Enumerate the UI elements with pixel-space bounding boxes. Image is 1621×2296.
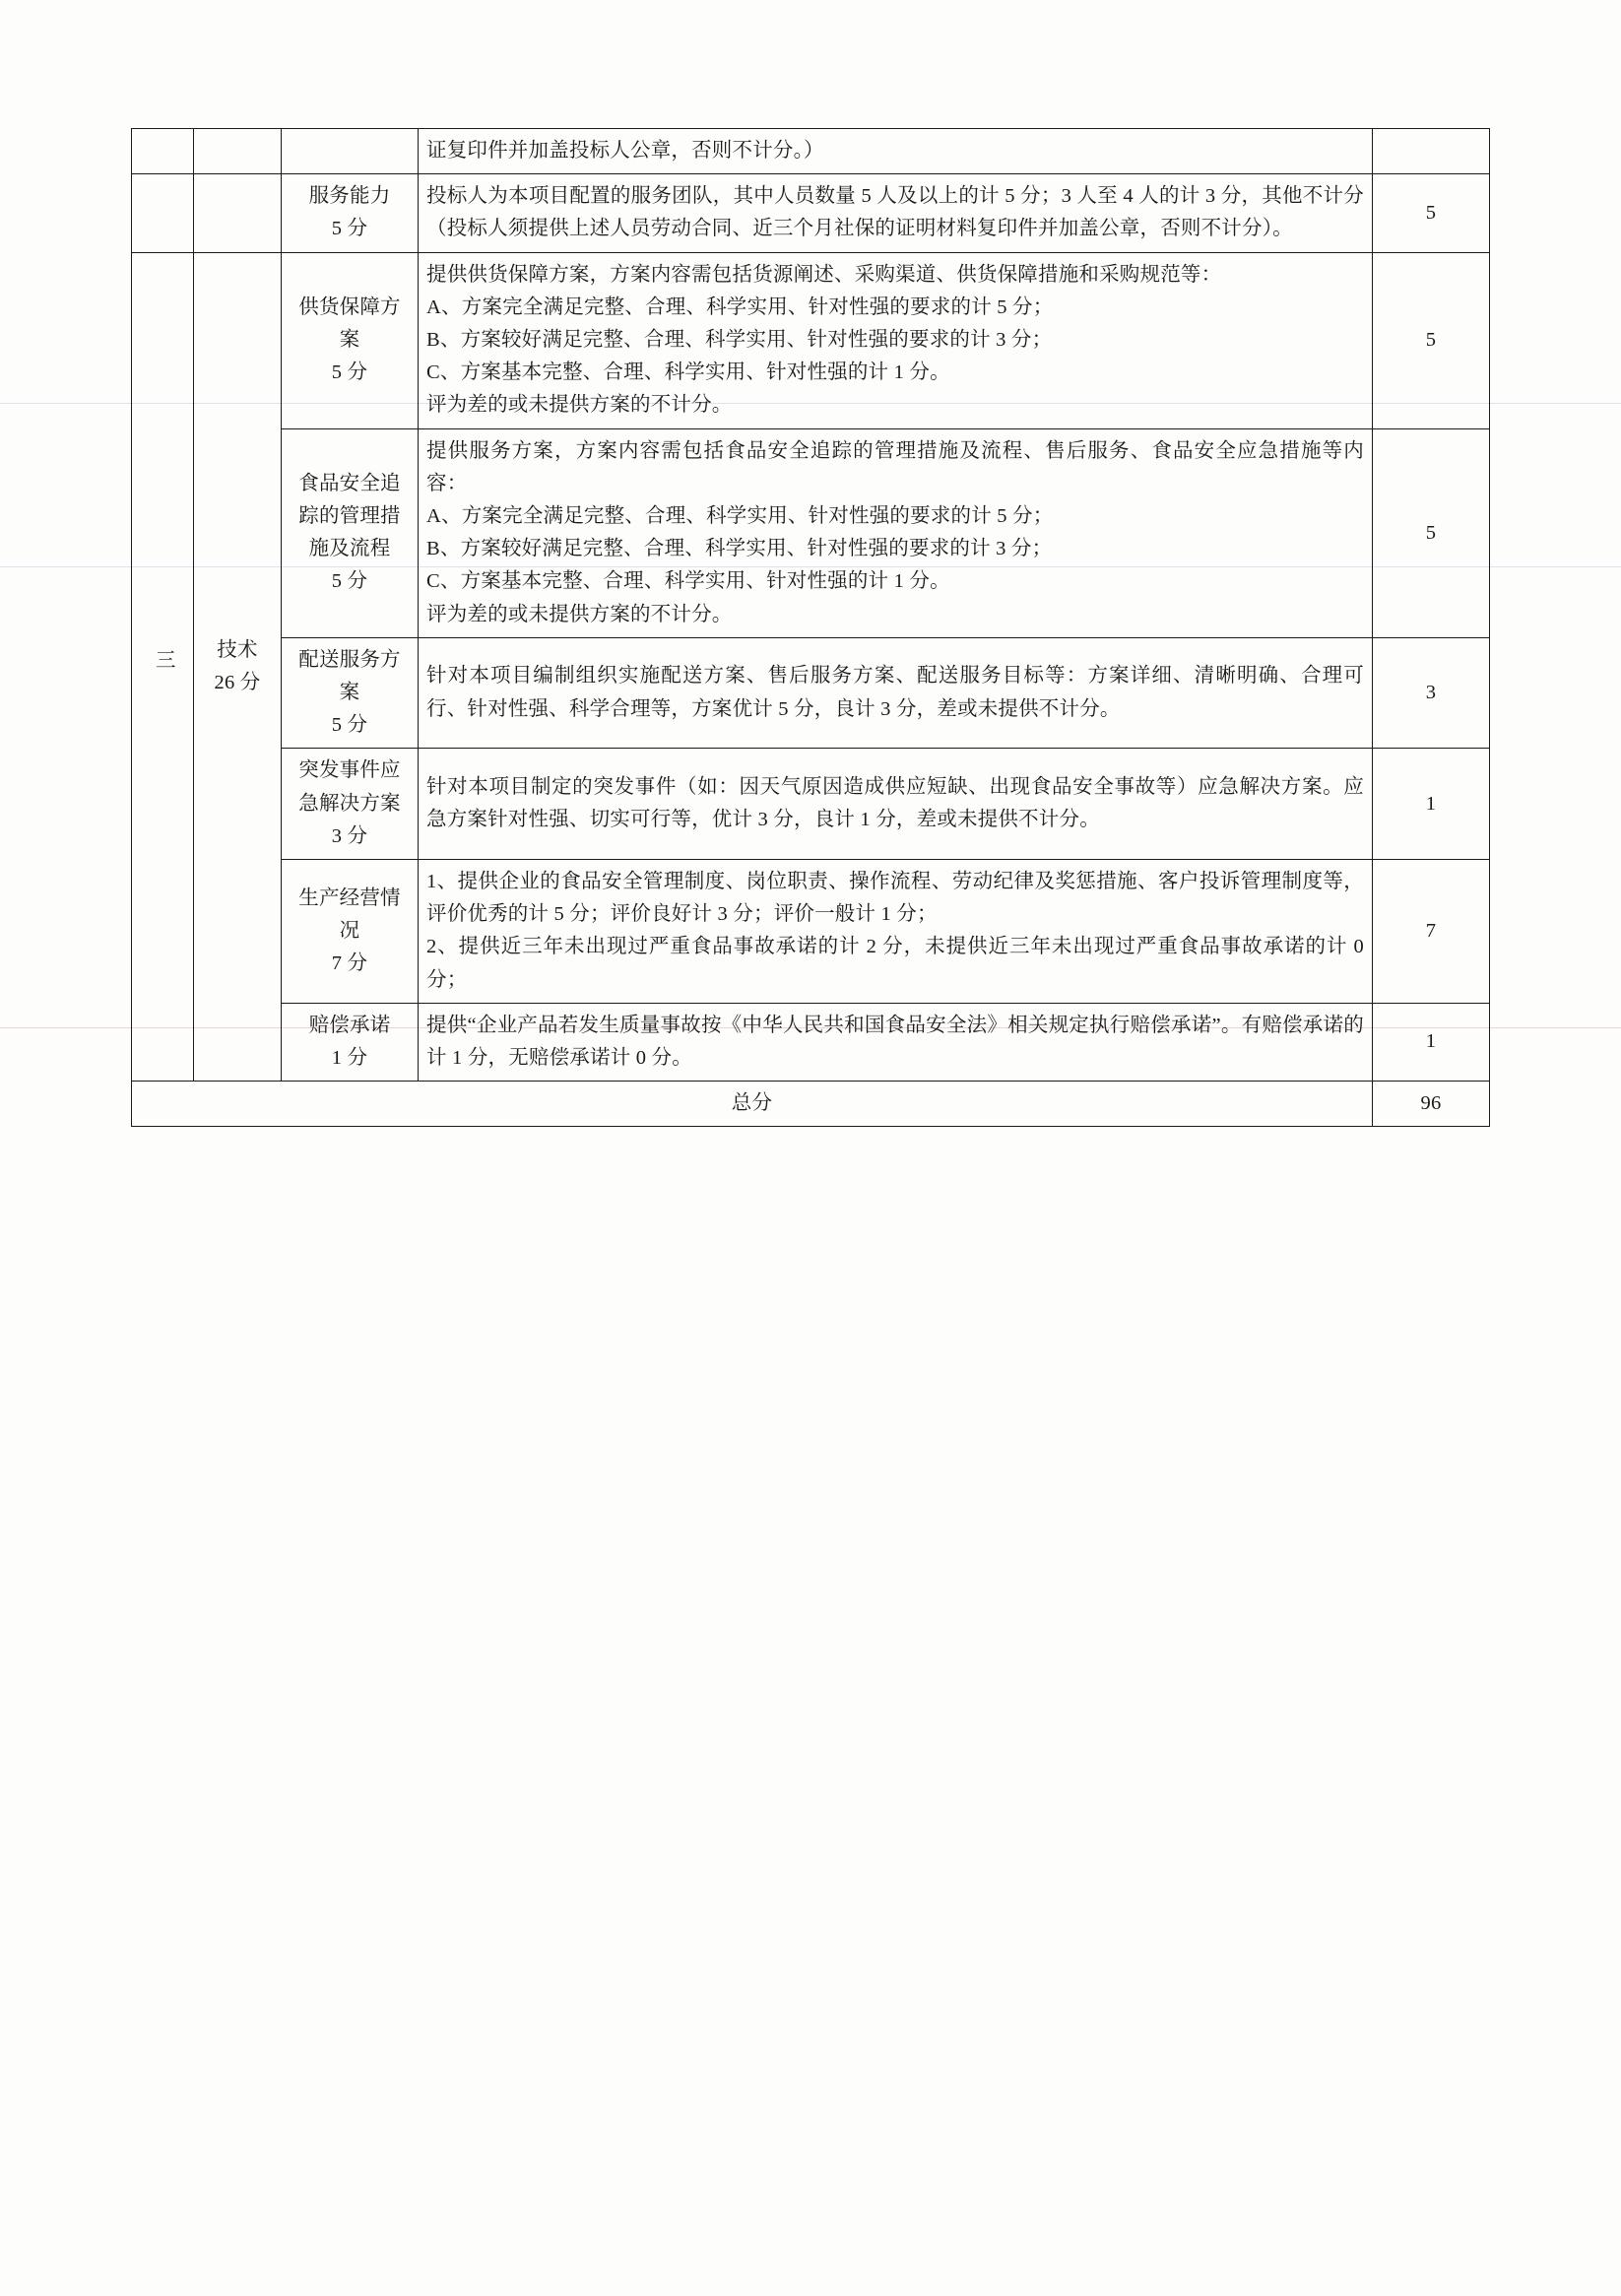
item-score: 3 分 — [331, 824, 368, 847]
item-cell — [282, 174, 419, 252]
description-line: 提供服务方案，方案内容需包括食品安全追踪的管理措施及流程、售后服务、食品安全应急措施等内容： — [426, 439, 1364, 494]
item-score: 1 分 — [331, 1047, 368, 1070]
total-label: 总分 — [132, 1082, 1373, 1127]
description-cell — [419, 428, 1373, 637]
item-name: 突发事件应急解决方案 — [298, 759, 401, 815]
table-row — [132, 637, 1490, 749]
item-name: 食品安全追踪的管理措施及流程 — [298, 472, 401, 560]
description-cell — [419, 129, 1373, 174]
description-line: 评为差的或未提供方案的不计分。 — [426, 603, 733, 625]
description-line: 提供“企业产品若发生质量事故按《中华人民共和国食品安全法》相关规定执行赔偿承诺”。有赔偿承诺的计 1 分，无赔偿承诺计 0 分。 — [426, 1014, 1364, 1070]
description-cell — [419, 252, 1373, 428]
item-score: 7 分 — [331, 952, 368, 975]
category-cell — [194, 252, 282, 1082]
description-line: C、方案基本完整、合理、科学实用、针对性强的计 1 分。 — [426, 570, 950, 593]
score-cell: 3 — [1373, 637, 1490, 749]
description-line: 针对本项目编制组织实施配送方案、售后服务方案、配送服务目标等：方案详细、清晰明确、合理可行、针对性强、科学合理等，方案优计 5 分，良计 3 分，差或未提供不计分。 — [426, 665, 1364, 720]
item-cell — [282, 1003, 419, 1081]
score-cell: 5 — [1373, 174, 1490, 252]
category-name: 技术 — [217, 638, 258, 661]
score-cell: 5 — [1373, 428, 1490, 637]
description-cell — [419, 174, 1373, 252]
score-cell: 1 — [1373, 1003, 1490, 1081]
item-cell-empty — [282, 129, 419, 174]
description-line: B、方案较好满足完整、合理、科学实用、针对性强的要求的计 3 分； — [426, 538, 1053, 560]
score-cell: 5 — [1373, 252, 1490, 428]
description-line: 证复印件并加盖投标人公章，否则不计分。） — [426, 140, 824, 162]
evaluation-table-wrapper — [131, 128, 1490, 1127]
table-row — [132, 749, 1490, 860]
description-line: 评为差的或未提供方案的不计分。 — [426, 394, 733, 417]
item-score: 5 分 — [331, 218, 368, 240]
section-cell-empty — [132, 129, 194, 174]
item-score: 5 分 — [331, 570, 368, 593]
item-score: 5 分 — [331, 714, 368, 737]
description-line: 针对本项目制定的突发事件（如：因天气原因造成供应短缺、出现食品安全事故等）应急解决方案。应急方案针对性强、切实可行等，优计 3 分，良计 1 分，差或未提供不计分。 — [426, 776, 1364, 831]
category-cell-empty — [194, 129, 282, 174]
score-cell — [1373, 129, 1490, 174]
description-line: 2、提供近三年未出现过严重食品事故承诺的计 2 分，未提供近三年未出现过严重食品事故承诺的计 0 分； — [426, 936, 1364, 991]
total-score: 96 — [1373, 1082, 1490, 1127]
description-line: 投标人为本项目配置的服务团队，其中人员数量 5 人及以上的计 5 分；3 人至 4 人的计 3 分，其他不计分（投标人须提供上述人员劳动合同、近三个月社保的证明材料复印件并加盖公章，否则不计分）。 — [426, 185, 1364, 240]
score-cell: 7 — [1373, 860, 1490, 1004]
category-cell-empty — [194, 174, 282, 252]
description-cell — [419, 1003, 1373, 1081]
section-number: 三 — [152, 649, 174, 674]
score-cell: 1 — [1373, 749, 1490, 860]
table-row — [132, 252, 1490, 428]
item-cell — [282, 252, 419, 428]
section-number-cell — [132, 252, 194, 1082]
item-name: 配送服务方案 — [298, 648, 401, 704]
item-score: 5 分 — [331, 361, 368, 384]
description-line: 1、提供企业的食品安全管理制度、岗位职责、操作流程、劳动纪律及奖惩措施、客户投诉管理制度等，评价优秀的计 5 分；评价良好计 3 分；评价一般计 1 分； — [426, 871, 1364, 926]
description-cell — [419, 749, 1373, 860]
table-row — [132, 428, 1490, 637]
description-cell — [419, 637, 1373, 749]
description-cell — [419, 860, 1373, 1004]
table-row — [132, 174, 1490, 252]
category-score: 26 分 — [214, 671, 261, 693]
item-cell — [282, 637, 419, 749]
item-cell — [282, 428, 419, 637]
item-cell — [282, 749, 419, 860]
total-row — [132, 1082, 1490, 1127]
table-row — [132, 860, 1490, 1004]
item-name: 供货保障方案 — [298, 295, 401, 352]
item-cell — [282, 860, 419, 1004]
item-name: 赔偿承诺 — [308, 1014, 391, 1036]
description-line: C、方案基本完整、合理、科学实用、针对性强的计 1 分。 — [426, 361, 950, 384]
section-cell-empty — [132, 174, 194, 252]
table-row — [132, 1003, 1490, 1081]
description-line: A、方案完全满足完整、合理、科学实用、针对性强的要求的计 5 分； — [426, 505, 1054, 528]
description-line: B、方案较好满足完整、合理、科学实用、针对性强的要求的计 3 分； — [426, 329, 1053, 352]
description-line: A、方案完全满足完整、合理、科学实用、针对性强的要求的计 5 分； — [426, 295, 1054, 318]
item-name: 服务能力 — [308, 185, 391, 208]
table-row — [132, 129, 1490, 174]
item-name: 生产经营情况 — [298, 886, 401, 942]
evaluation-criteria-table — [131, 128, 1490, 1127]
description-line: 提供供货保障方案，方案内容需包括货源阐述、采购渠道、供货保障措施和采购规范等： — [426, 263, 1222, 286]
